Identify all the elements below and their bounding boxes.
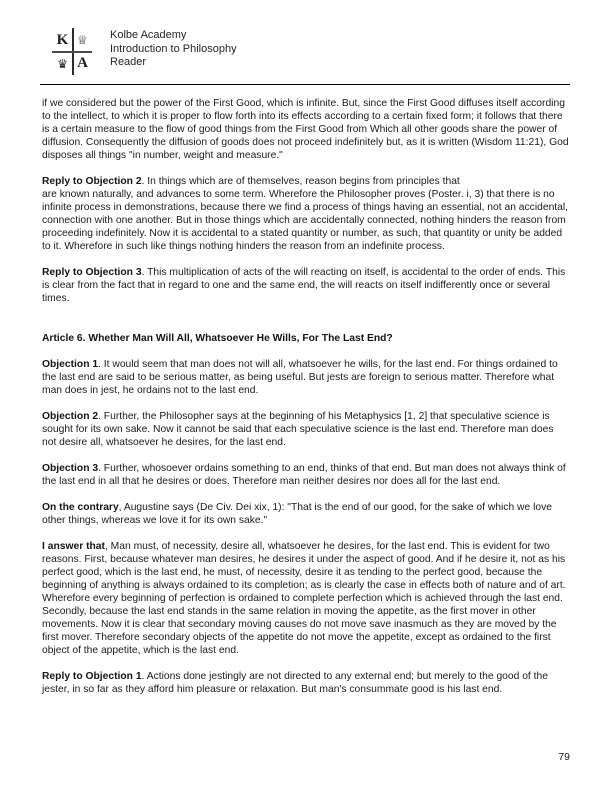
paragraph-lead: Reply to Objection 2 bbox=[42, 176, 142, 187]
logo-quadrant-bottom-right bbox=[73, 52, 92, 75]
paragraph-i-answer-that bbox=[42, 540, 570, 657]
paragraph-on-the-contrary bbox=[42, 501, 570, 527]
paragraph-text: . Actions done jestingly are not directed to any external end; but merely to the good of the jester, in so far as they afford him pleasure or relaxation. But man's consummate good is his last end. bbox=[42, 671, 548, 695]
logo-quadrant-top-right bbox=[73, 28, 92, 52]
paragraph-text: . This multiplication of acts of the will reacting on itself, is accidental to the order of ends. This is clear from the fact that in regard to one and the same end, the will reacts on itself indifferently once or several times. bbox=[42, 267, 566, 304]
header-text-block bbox=[110, 28, 237, 70]
header-divider bbox=[40, 84, 570, 85]
paragraph-lead: Objection 2 bbox=[42, 411, 99, 422]
page-number: 79 bbox=[558, 751, 570, 763]
paragraph-text: . In things which are of themselves, reason begins from principles that bbox=[141, 176, 460, 187]
paragraph-objection-2 bbox=[42, 410, 570, 449]
logo-quadrant-top-left bbox=[52, 28, 73, 52]
paragraph-lead: Reply to Objection 3 bbox=[42, 267, 142, 278]
paragraph-objection-3 bbox=[42, 462, 570, 488]
document-header bbox=[52, 28, 570, 75]
paragraph-lead: Reply to Objection 1 bbox=[42, 671, 142, 682]
paragraph-text: . Further, whosoever ordains something to an end, thinks of that end. But man does not always think of the last end in all that he desires or does. Therefore man neither desires nor does all for the last end. bbox=[42, 463, 566, 487]
paragraph-reply-objection-1 bbox=[42, 670, 570, 696]
paragraph-text: . Further, the Philosopher says at the beginning of his Metaphysics [1, 2] that speculative science is sought for its own sake. Now it cannot be said that each speculative science is the last end. Therefore man does not desire all, whatsoever he desires, for the last end. bbox=[42, 411, 554, 448]
paragraph-text: , Augustine says (De Civ. Dei xix, 1): "That is the end of our good, for the sake of which we love other things, whereas we love it for its own sake." bbox=[42, 502, 552, 526]
paragraph-lead: Objection 1 bbox=[42, 359, 99, 370]
header-line-course: Introduction to Philosophy bbox=[110, 42, 237, 55]
crown-outline-icon: ♕ bbox=[77, 33, 88, 47]
logo-letter-a: A bbox=[77, 55, 88, 71]
logo-letter-k: K bbox=[56, 31, 69, 48]
header-line-reader: Reader bbox=[110, 56, 147, 68]
document-body bbox=[42, 97, 570, 696]
logo-quadrant-bottom-left bbox=[52, 52, 73, 75]
paragraph-text-continued: are known naturally, and advances to some term. Wherefore the Philosopher proves (Poster. i, 3) that there is no infinite process in demonstrations, because there we find a process of things having an essential, not an accidental, connection with one another. But in those things which are accidentally connected, nothing hinders the reason from proceeding indefinitely. Now it is accidental to a stated quantity or number, as such, that quantity or unity be added to it. Wherefore in such like things nothing hinders the reason from an indefinite process. bbox=[42, 189, 569, 252]
article-heading-text: Article 6. Whether Man Will All, Whatsoever He Wills, For The Last End? bbox=[42, 333, 393, 344]
paragraph-text: . It would seem that man does not will all, whatsoever he wills, for the last end. For things ordained to the last end are said to be serious matter, as being useful. But jests are foreign to serious matter. Therefore what man does in jest, he ordains not to the last end. bbox=[42, 359, 558, 396]
paragraph-text: if we considered but the power of the First Good, which is infinite. But, since the First Good diffuses itself according to the intellect, to which it is proper to flow forth into its effects according to a certain fixed form; it follows that there is a certain measure to the flow of good things from the First Good from Which all other goods share the power of diffusion. Consequently the diffusion of goods does not proceed indefinitely but, as it is written (Wisdom 11:21), God disposes all things "in number, weight and measure." bbox=[42, 98, 569, 161]
header-line-school: Kolbe Academy bbox=[110, 29, 187, 41]
paragraph-text: , Man must, of necessity, desire all, whatsoever he desires, for the last end. This is evident for two reasons. First, because whatever man desires, he desires it under the aspect of good. And if he desire it, not as his perfect good, which is the last end, he must, of necessity, desire it as tending to the perfect good, because the beginning of anything is always ordained to its completion; as is clearly the case in effects both of nature and of art. Wherefore every beginning of perfection is ordained to complete perfection which is achieved through the last end. Secondly, because the last end stands in the same relation in moving the appetite, as the first mover in other movements. Now it is clear that secondary moving causes do not move save inasmuch as they are moved by the first mover. Therefore secondary objects of the appetite do not move the appetite, except as ordained to the first object of the appetite, which is the last end. bbox=[42, 541, 566, 656]
paragraph-reply-objection-3 bbox=[42, 266, 570, 305]
paragraph-objection-1 bbox=[42, 358, 570, 397]
crown-filled-icon: ♛ bbox=[57, 56, 68, 71]
kolbe-academy-logo bbox=[52, 28, 92, 75]
paragraph-reply-objection-2 bbox=[42, 175, 570, 253]
paragraph-continuation bbox=[42, 97, 570, 162]
paragraph-lead: I answer that bbox=[42, 541, 105, 552]
paragraph-lead: On the contrary bbox=[42, 502, 119, 513]
article-heading bbox=[42, 332, 570, 345]
paragraph-lead: Objection 3 bbox=[42, 463, 99, 474]
